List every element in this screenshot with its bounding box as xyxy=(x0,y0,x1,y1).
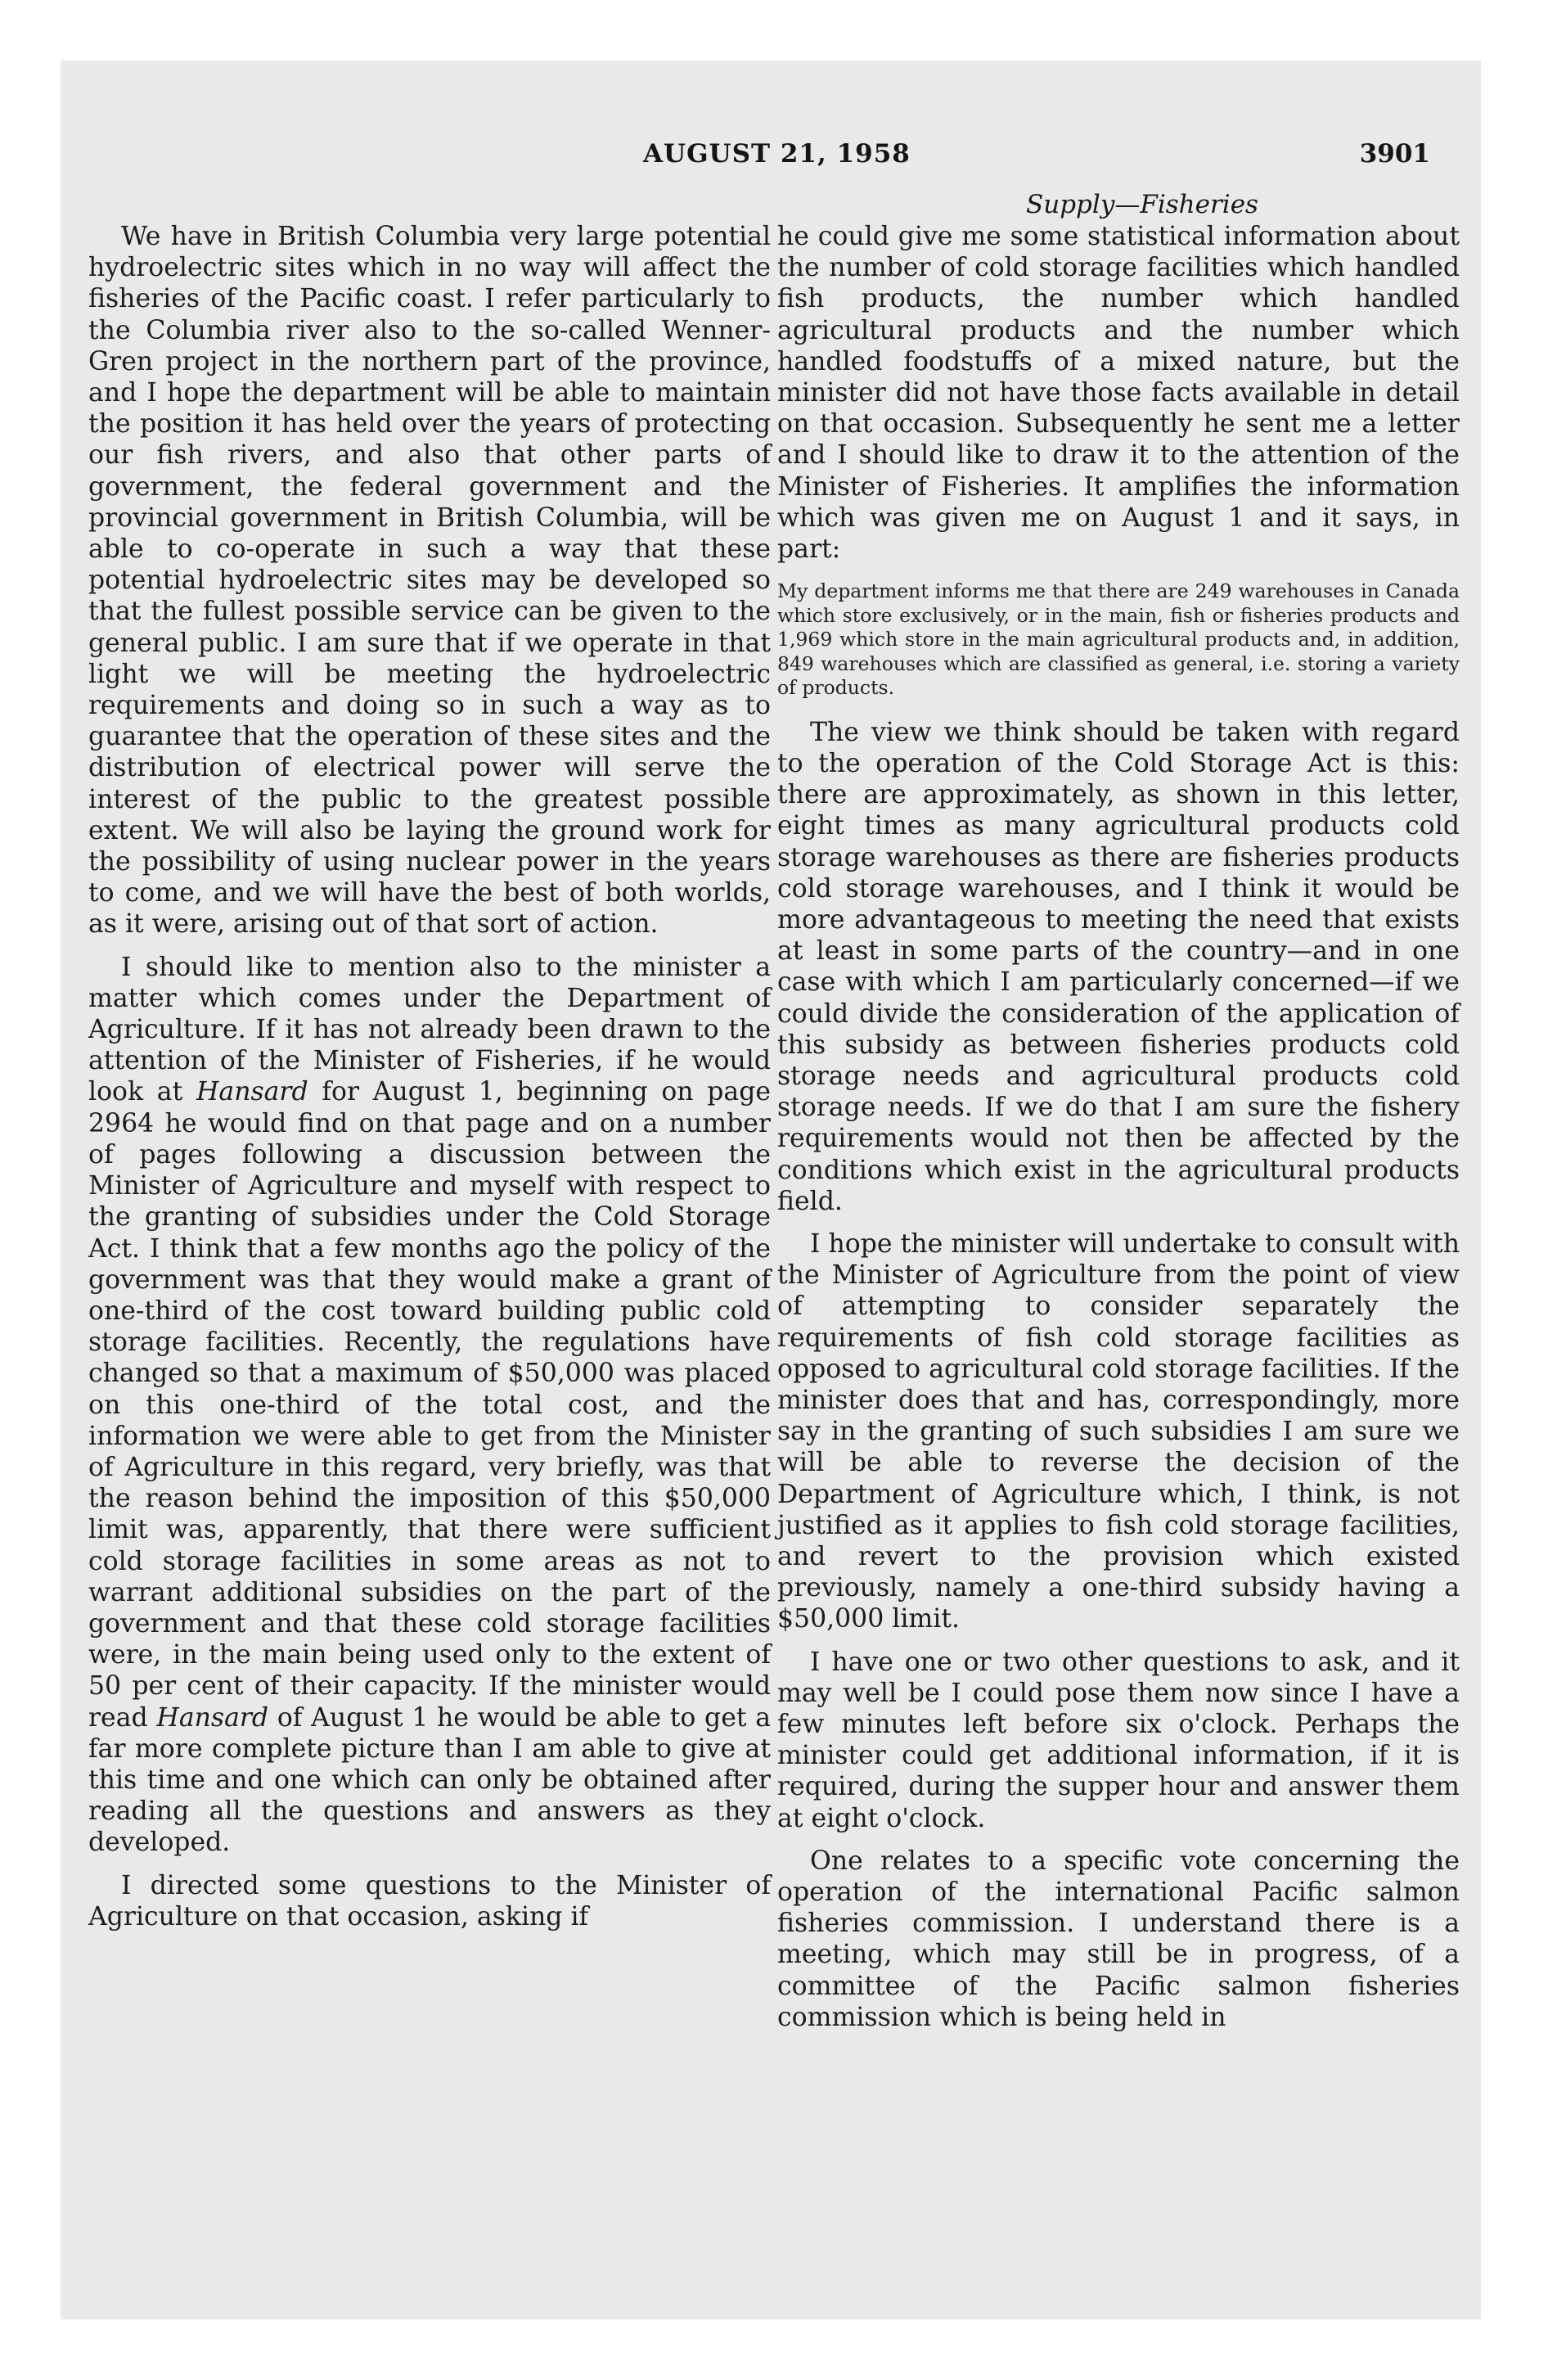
paragraph: We have in British Columbia very large potential hydroelectric sites which in no way will affect the fisheries of the Pacific coast. I refer particularly to the Columbia river also to the so-called Wenner-Gren project in the northern part of the province, and I hope the department will be able to maintain the position it has held over the years of protecting our fish rivers, and also that other parts of government, the federal government and the provincial government in British Columbia, will be able to co-operate in such a way that these potential hydroelectric sites may be developed so that the fullest possible service can be given to the general public. I am sure that if we operate in that light we will be meeting the hydroelectric requirements and doing so in such a way as to guarantee that the operation of these sites and the distribution of electrical power will serve the interest of the public to the greatest possible extent. We will also be laying the ground work for the possibility of using nuclear power in the years to come, and we will have the best of both worlds, as it were, arising out of that sort of action. xyxy=(88,222,771,940)
paragraph: I hope the minister will undertake to consult with the Minister of Agriculture from the point of view of attempting to consider separately the requirements of fish cold storage facilities as opposed to agricultural cold storage facilities. If the minister does that and has, correspondingly, more say in the granting of such subsidies I am sure we will be able to reverse the decision of the Department of Agriculture which, I think, is not justified as it applies to fish cold storage facilities, and revert to the provision which existed previously, namely a one-third subsidy having a $50,000 limit. xyxy=(777,1228,1460,1634)
paragraph xyxy=(88,952,771,1859)
text-span: for August 1, beginning on page 2964 he would find on that page and on a number of pages following a discussion between the Minister of Agriculture and myself with respect to the granting of subsidies under the Cold Storage Act. I think that a few months ago the policy of the government was that they would make a grant of one-third of the cost toward building public cold storage facilities. Recently, the regulations have changed so that a maximum of $50,000 was placed on this one-third of the total cost, and the information we were able to get from the Minister of Agriculture in this regard, very briefly, was that the reason behind the imposition of this $50,000 limit was, apparently, that there were sufficient cold storage facilities in some areas as not to warrant additional subsidies on the part of the government and that these cold storage facilities were, in the main being used only to the extent of 50 per cent of their capacity. If the minister would read xyxy=(88,1077,772,1733)
header-date: AUGUST 21, 1958 xyxy=(643,139,911,169)
block-quote: My department informs me that there are 249 warehouses in Canada which store exclusively, or in the main, fish or fisheries products and 1,969 which store in the main agricultural products and, in addition, 849 warehouses which are classified as general, i.e. storing a variety of products. xyxy=(777,579,1460,700)
text-span: I should like to mention also to the minister a matter which comes under the Department of Agriculture. If it has not already been drawn to the attention of the Minister of Fisheries, if he would look at xyxy=(88,952,771,1107)
paragraph: he could give me some statistical information about the number of cold storage facilities which handled fish products, the number which handled agricultural products and the number which handled foodstuffs of a mixed nature, but the minister did not have those facts available in detail on that occasion. Subsequently he sent me a letter and I should like to draw it to the attention of the Minister of Fisheries. It amplifies the information which was given me on August 1 and it says, in part: xyxy=(777,222,1460,565)
page xyxy=(61,61,1481,2319)
left-column xyxy=(88,221,771,1932)
paragraph: One relates to a specific vote concerning the operation of the international Pacific salmon fisheries commission. I understand there is a meeting, which may still be in progress, of a committee of the Pacific salmon fisheries commission which is being held in xyxy=(777,1846,1460,2032)
page-header xyxy=(61,139,1481,188)
right-column xyxy=(777,221,1460,2033)
running-head: Supply—Fisheries xyxy=(1026,190,1258,219)
text-span: of August 1 he would be able to get a far more complete picture than I am able to give at this time and one which can only be obtained after reading all the questions and answers as they developed. xyxy=(88,1702,772,1858)
italic-term: Hansard xyxy=(156,1702,269,1733)
paragraph: The view we think should be taken with regard to the operation of the Cold Storage Act is this: there are approximately, as shown in this letter, eight times as many agricultural products cold storage warehouses as there are fisheries products cold storage warehouses, and I think it would be more advantageous to meeting the need that exists at least in some parts of the country—and in one case with which I am particularly concerned—if we could divide the consideration of the application of this subsidy as between fisheries products cold storage needs and agricultural products cold storage needs. If we do that I am sure the fishery requirements would not then be affected by the conditions which exist in the agricultural products field. xyxy=(777,717,1460,1216)
italic-term: Hansard xyxy=(196,1077,308,1107)
paragraph: I directed some questions to the Minister of Agriculture on that occasion, asking if xyxy=(88,1870,771,1931)
page-number: 3901 xyxy=(1359,139,1430,169)
paragraph: I have one or two other questions to ask, and it may well be I could pose them now since I have a few minutes left before six o'clock. Perhaps the minister could get additional information, if it is required, during the supper hour and answer them at eight o'clock. xyxy=(777,1647,1460,1833)
